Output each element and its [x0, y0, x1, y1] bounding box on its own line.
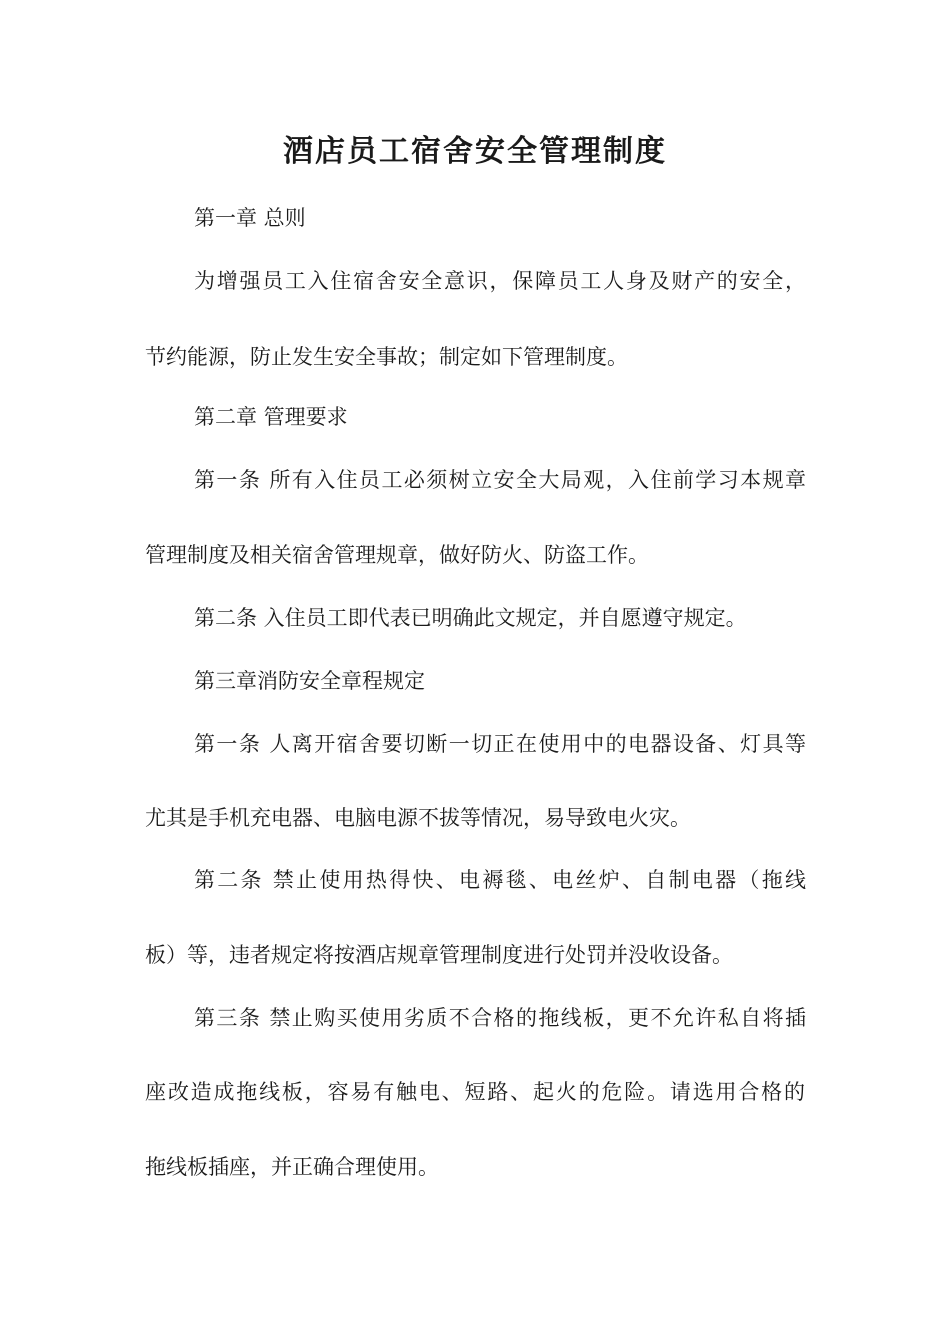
paragraph-line: 第一条 所有入住员工必须树立安全大局观，入住前学习本规章 [194, 468, 806, 492]
paragraph-line: 为增强员工入住宿舍安全意识，保障员工人身及财产的安全， [194, 269, 806, 293]
paragraph-line: 座改造成拖线板，容易有触电、短路、起火的危险。请选用合格的 [145, 1080, 805, 1104]
paragraph-line: 第一条 人离开宿舍要切断一切正在使用中的电器设备、灯具等 [194, 732, 806, 756]
paragraph-line: 拖线板插座，并正确合理使用。 [145, 1155, 439, 1179]
paragraph-line: 尤其是手机充电器、电脑电源不拔等情况，易导致电火灾。 [145, 806, 691, 830]
chapter-1-heading: 第一章 总则 [194, 206, 306, 230]
paragraph-line: 第二条 入住员工即代表已明确此文规定，并自愿遵守规定。 [194, 606, 747, 630]
paragraph-line: 第二条 禁止使用热得快、电褥毯、电丝炉、自制电器（拖线 [194, 868, 806, 892]
paragraph-line: 管理制度及相关宿舍管理规章，做好防火、防盗工作。 [145, 543, 649, 567]
chapter-3-heading: 第三章消防安全章程规定 [194, 669, 425, 693]
paragraph-line: 板）等，违者规定将按酒店规章管理制度进行处罚并没收设备。 [145, 943, 733, 967]
chapter-2-heading: 第二章 管理要求 [194, 405, 348, 429]
paragraph-line: 节约能源，防止发生安全事故；制定如下管理制度。 [145, 345, 628, 369]
paragraph-line: 第三条 禁止购买使用劣质不合格的拖线板，更不允许私自将插 [194, 1006, 806, 1030]
document-title: 酒店员工宿舍安全管理制度 [283, 134, 667, 169]
